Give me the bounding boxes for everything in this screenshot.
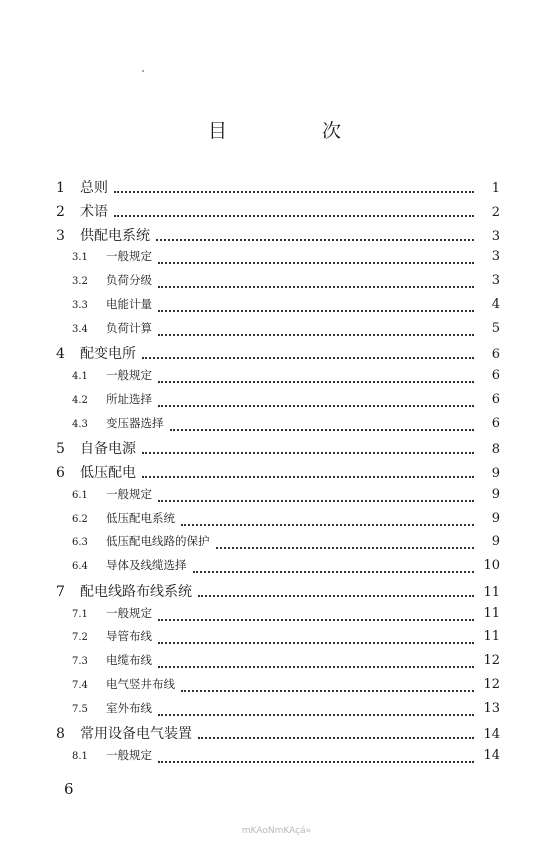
toc-entry-number: 8 xyxy=(56,726,65,743)
toc-section-row[interactable] xyxy=(56,272,500,292)
toc-entry-label: 所址选择 xyxy=(106,391,152,406)
toc-entry-number: 6.4 xyxy=(72,561,88,572)
toc-section-row[interactable] xyxy=(56,676,500,696)
toc-entry-page: 6 xyxy=(491,415,500,431)
toc-entry-label: 供配电系统 xyxy=(80,227,150,244)
toc-entry-page: 11 xyxy=(483,629,500,645)
toc-chapter-row[interactable] xyxy=(56,225,500,245)
toc-entry-page: 8 xyxy=(491,442,500,458)
toc-entry-number: 6.1 xyxy=(72,489,88,501)
toc-dot-leader xyxy=(158,381,474,383)
toc-entry-label: 一般规定 xyxy=(106,368,152,382)
toc-entry-label: 总则 xyxy=(80,180,108,196)
toc-dot-leader xyxy=(158,405,474,407)
toc-entry-page: 3 xyxy=(491,249,500,265)
toc-entry-number: 8.1 xyxy=(72,751,88,762)
toc-chapter-row[interactable] xyxy=(56,177,500,197)
toc-entry-label: 电能计量 xyxy=(106,296,152,311)
toc-section-row[interactable] xyxy=(56,605,500,625)
toc-entry-label: 一般规定 xyxy=(106,748,152,762)
watermark-text: mKAoNmKAçá» xyxy=(241,826,312,836)
toc-entry-number: 3.2 xyxy=(72,276,88,287)
scan-speck xyxy=(142,70,144,72)
toc-entry-page: 11 xyxy=(483,584,500,600)
toc-section-row[interactable] xyxy=(56,320,500,340)
toc-entry-label: 低压配电系统 xyxy=(106,510,175,525)
toc-section-row[interactable] xyxy=(56,415,500,435)
toc-entry-label: 导管布线 xyxy=(106,629,152,644)
toc-entry-label: 自备电源 xyxy=(80,441,136,458)
toc-entry-label: 变压器选择 xyxy=(106,415,164,430)
toc-entry-number: 4.2 xyxy=(72,394,88,406)
toc-entry-number: 7.4 xyxy=(72,679,88,691)
toc-dot-leader xyxy=(216,547,475,549)
toc-entry-page: 6 xyxy=(491,347,500,363)
toc-entry-label: 一般规定 xyxy=(106,605,152,620)
toc-entry-page: 6 xyxy=(491,391,500,407)
toc-dot-leader xyxy=(142,476,474,478)
toc-dot-leader xyxy=(170,429,475,431)
toc-entry-page: 9 xyxy=(491,534,500,550)
toc-section-row[interactable] xyxy=(56,510,500,530)
toc-entry-number: 6.2 xyxy=(72,513,88,525)
toc-section-row[interactable] xyxy=(56,652,500,672)
toc-entry-label: 负荷计算 xyxy=(106,320,152,335)
toc-dot-leader xyxy=(158,262,474,264)
toc-entry-page: 4 xyxy=(491,296,500,312)
toc-entry-label: 低压配电 xyxy=(80,465,136,481)
toc-section-row[interactable] xyxy=(56,296,500,316)
toc-entry-number: 7 xyxy=(56,583,65,600)
toc-dot-leader xyxy=(158,500,474,502)
toc-dot-leader xyxy=(114,215,474,217)
toc-chapter-row[interactable] xyxy=(56,201,500,221)
toc-entry-label: 电缆布线 xyxy=(106,653,152,667)
toc-entry-number: 7.1 xyxy=(72,608,88,620)
toc-entry-page: 12 xyxy=(483,653,500,668)
toc-entry-label: 室外布线 xyxy=(106,700,152,715)
toc-entry-page: 6 xyxy=(491,368,500,383)
toc-dot-leader xyxy=(156,239,474,241)
footer-page-number: 6 xyxy=(64,780,74,798)
toc-dot-leader xyxy=(158,761,474,763)
toc-entry-label: 一般规定 xyxy=(106,249,152,264)
toc-dot-leader xyxy=(158,714,474,716)
toc-entry-number: 4 xyxy=(56,346,65,363)
toc-entry-page: 9 xyxy=(491,486,500,502)
toc-entry-number: 3.3 xyxy=(72,299,88,311)
toc-entry-number: 6 xyxy=(56,465,65,481)
toc-section-row[interactable] xyxy=(56,557,500,577)
toc-section-row[interactable] xyxy=(56,248,500,268)
toc-entry-label: 配变电所 xyxy=(80,346,136,363)
toc-chapter-row[interactable] xyxy=(56,462,500,482)
toc-entry-label: 电气竖井布线 xyxy=(106,676,175,691)
toc-dot-leader xyxy=(142,452,474,454)
toc-chapter-row[interactable] xyxy=(56,343,500,363)
toc-entry-number: 3.1 xyxy=(72,252,88,264)
toc-entry-label: 配电线路布线系统 xyxy=(80,583,192,600)
toc-entry-page: 14 xyxy=(483,727,500,743)
toc-entry-page: 1 xyxy=(491,181,500,196)
toc-dot-leader xyxy=(181,524,474,526)
toc-dot-leader xyxy=(158,642,474,644)
toc-section-row[interactable] xyxy=(56,533,500,553)
toc-section-row[interactable] xyxy=(56,486,500,506)
toc-entry-number: 4.1 xyxy=(72,371,88,382)
toc-entry-page: 12 xyxy=(483,676,500,692)
toc-entry-number: 4.3 xyxy=(72,418,88,430)
toc-entry-page: 3 xyxy=(491,228,500,244)
toc-dot-leader xyxy=(142,357,474,359)
toc-chapter-row[interactable] xyxy=(56,723,500,743)
toc-entry-label: 低压配电线路的保护 xyxy=(106,534,210,549)
toc-chapter-row[interactable] xyxy=(56,438,500,458)
page-title: 目 次 xyxy=(207,120,379,142)
toc-entry-page: 3 xyxy=(491,273,500,288)
toc-entry-page: 2 xyxy=(491,204,500,220)
toc-dot-leader xyxy=(158,334,474,336)
toc-entry-label: 常用设备电气装置 xyxy=(80,726,192,743)
toc-dot-leader xyxy=(158,310,474,312)
toc-entry-label: 负荷分级 xyxy=(106,273,152,287)
toc-section-row[interactable] xyxy=(56,367,500,387)
toc-section-row[interactable] xyxy=(56,747,500,767)
toc-dot-leader xyxy=(114,191,474,193)
toc-dot-leader xyxy=(158,619,474,621)
toc-dot-leader xyxy=(181,690,474,692)
toc-dot-leader xyxy=(158,666,474,668)
toc-dot-leader xyxy=(198,737,474,739)
toc-entry-number: 7.5 xyxy=(72,703,88,715)
toc-dot-leader xyxy=(193,571,475,573)
toc-entry-number: 2 xyxy=(56,203,65,220)
toc-chapter-row[interactable] xyxy=(56,581,500,601)
toc-section-row[interactable] xyxy=(56,700,500,720)
toc-entry-page: 10 xyxy=(483,558,500,573)
toc-entry-number: 6.3 xyxy=(72,537,88,549)
toc-entry-label: 术语 xyxy=(80,203,108,220)
toc-dot-leader xyxy=(198,595,474,597)
toc-entry-label: 一般规定 xyxy=(106,486,152,501)
toc-entry-number: 3 xyxy=(56,227,65,244)
toc-section-row[interactable] xyxy=(56,391,500,411)
toc-entry-page: 9 xyxy=(491,510,500,526)
toc-entry-label: 导体及线缆选择 xyxy=(106,558,187,572)
toc-entry-page: 14 xyxy=(483,748,500,763)
toc-entry-number: 7.3 xyxy=(72,656,88,667)
toc-entry-page: 5 xyxy=(491,320,500,336)
toc-entry-number: 7.2 xyxy=(72,632,88,644)
toc-entry-page: 9 xyxy=(491,466,500,481)
toc-dot-leader xyxy=(158,286,474,288)
toc-entry-page: 11 xyxy=(483,605,500,621)
toc-entry-number: 5 xyxy=(56,441,65,458)
toc-entry-page: 13 xyxy=(483,700,500,716)
toc-entry-number: 1 xyxy=(56,180,65,196)
toc-section-row[interactable] xyxy=(56,628,500,648)
toc-entry-number: 3.4 xyxy=(72,323,88,335)
